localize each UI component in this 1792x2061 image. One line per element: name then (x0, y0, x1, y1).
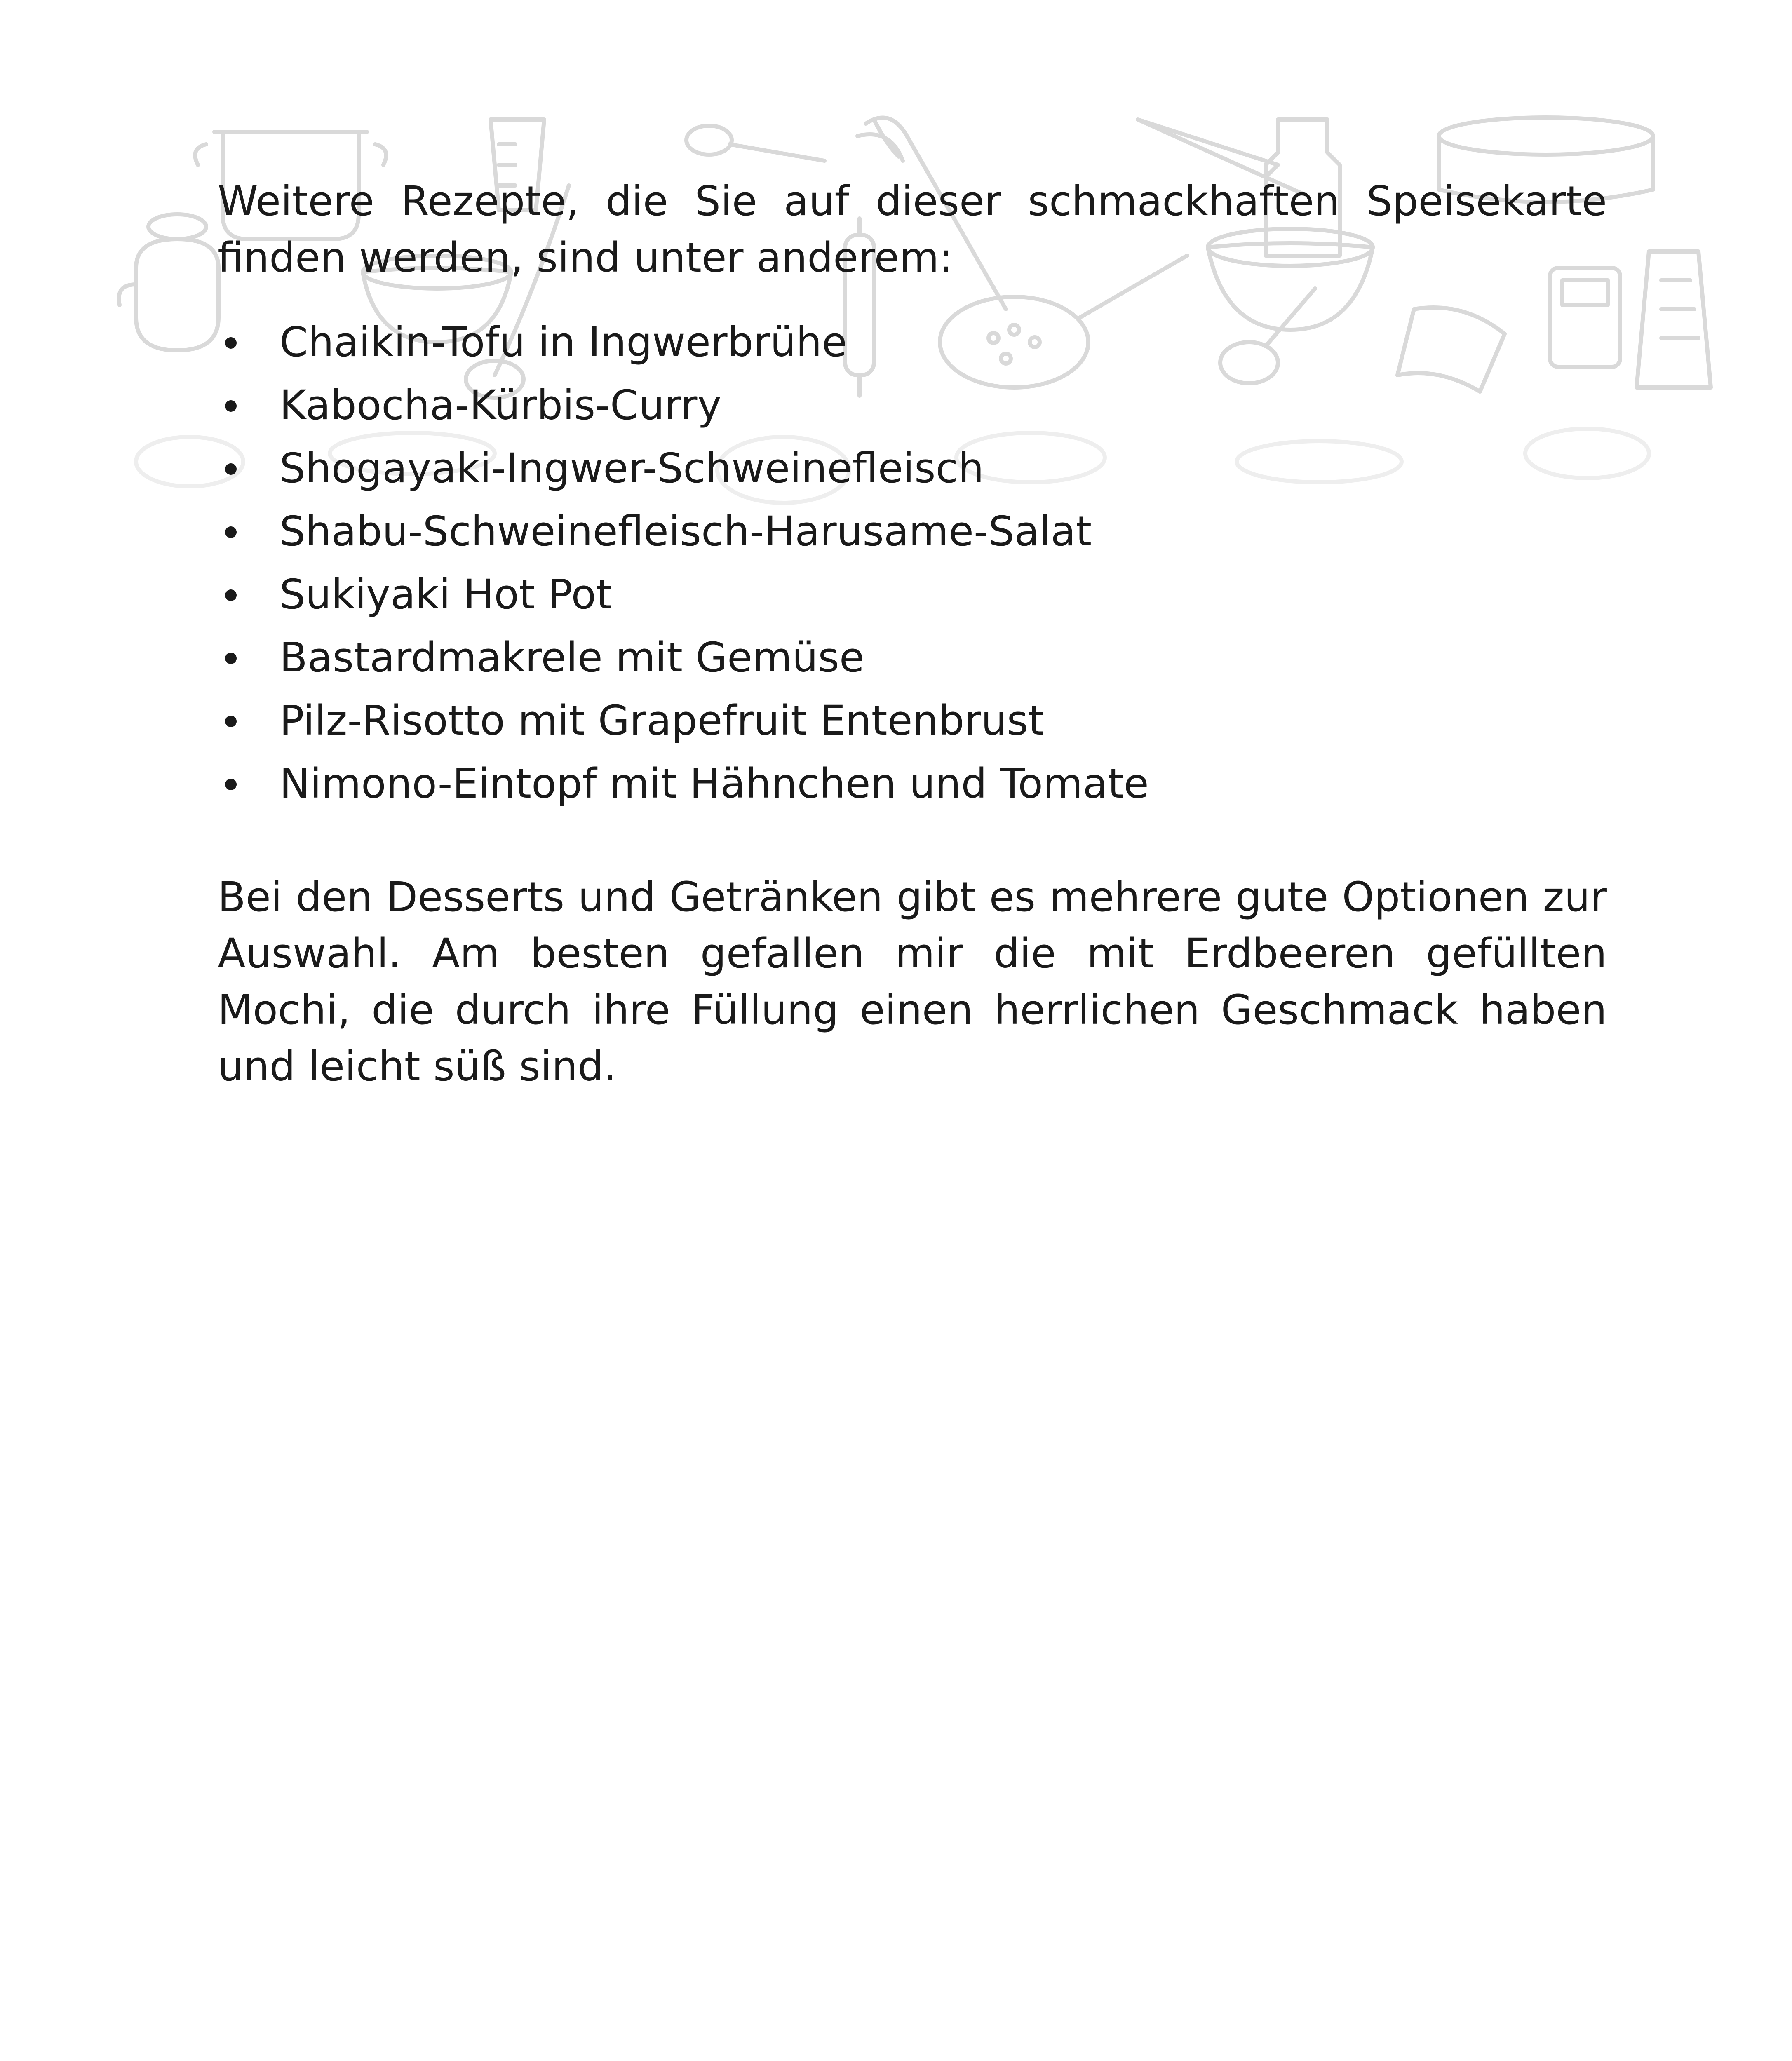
spoon-icon (686, 126, 824, 161)
recipe-name: Bastardmakrele mit Gemüse (279, 634, 864, 681)
list-item (218, 752, 1607, 815)
bullet-icon (225, 779, 237, 790)
recipe-name: Sukiyaki Hot Pot (279, 571, 612, 618)
intro-paragraph: Weitere Rezepte, die Sie auf dieser schmackhaften Speisekarte finden werden, sind unter anderem: (218, 178, 1607, 282)
recipe-name: Kabocha-Kürbis-Curry (279, 382, 722, 429)
recipe-name: Pilz-Risotto mit Grapefruit Entenbrust (279, 697, 1044, 744)
list-item (218, 689, 1607, 752)
bullet-icon (225, 653, 237, 664)
list-item (218, 626, 1607, 689)
sugar-bowl-icon (119, 214, 218, 350)
bullet-icon (225, 716, 237, 727)
list-item (218, 311, 1607, 374)
recipe-list (218, 311, 1607, 815)
bullet-icon (225, 589, 237, 601)
bullet-icon (225, 400, 237, 412)
grater-icon (1637, 251, 1711, 387)
bullet-icon (225, 463, 237, 475)
recipe-name: Chaikin-Tofu in Ingwerbrühe (279, 319, 847, 366)
list-item (218, 563, 1607, 626)
list-item (218, 437, 1607, 500)
dessert-paragraph: Bei den Desserts und Getränken gibt es mehrere gute Optionen zur Auswahl. Am besten gefallen mir die mit Erdbeeren gefüllten Mochi, die durch ihre Füllung einen herrlichen Geschmack haben und leicht süß sind. (218, 873, 1607, 1090)
bullet-icon (225, 337, 237, 349)
main-content (218, 173, 1607, 1095)
bullet-icon (225, 526, 237, 538)
recipe-name: Shabu-Schweinefleisch-Harusame-Salat (279, 508, 1092, 555)
recipe-name: Nimono-Eintopf mit Hähnchen und Tomate (279, 760, 1149, 807)
list-item (218, 374, 1607, 437)
list-item (218, 500, 1607, 563)
recipe-name: Shogayaki-Ingwer-Schweinefleisch (279, 445, 984, 492)
